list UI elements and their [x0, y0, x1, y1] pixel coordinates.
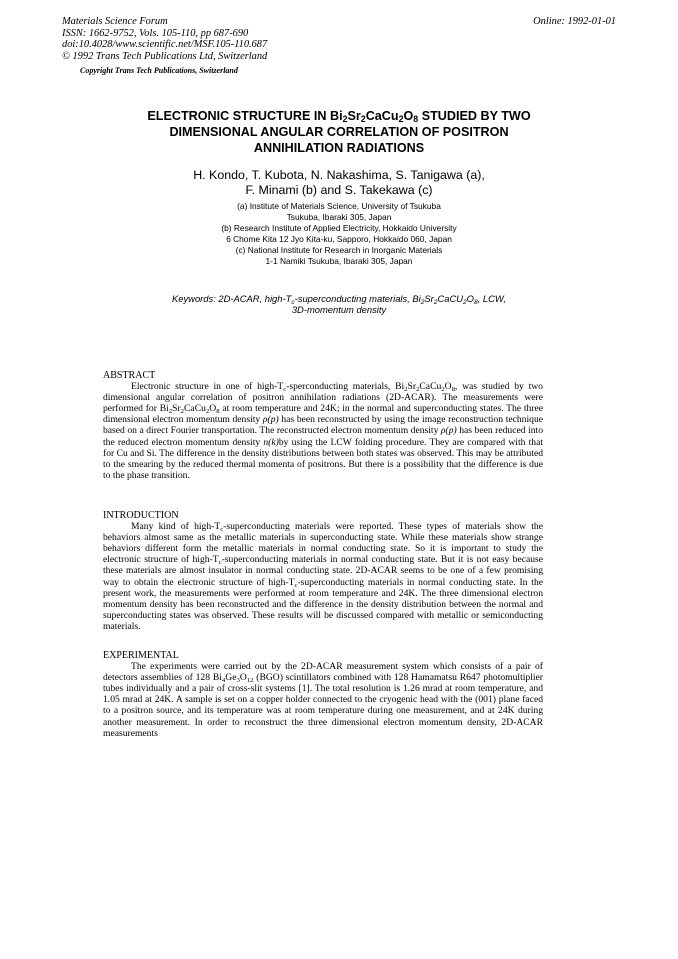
- affiliation-line: 6 Chome Kita 12 Jyo Kita-ku, Sapporo, Hokkaido 060, Japan: [226, 233, 452, 244]
- introduction-heading: INTRODUCTION: [103, 510, 179, 521]
- keywords-line-2: 3D-momentum density: [291, 304, 387, 315]
- abstract-text: Electronic structure in one of high-$T_c$-sperconducting materials, $Bi_2Sr_2CaCu_2O_8$, was studied by two dimensional angular correlation of positron annihilation radiations (2D-ACAR). The measurements were performed for $Bi_2Sr_2CaCu_2O_8$ at room temperature and 24K; in the normal and superconducting states. The three dimensional electron momentum density ρ(p) has been reconstructed by using the image reconstruction technique based on a direct Fourier transportation. The reconstructed electron momentum density ρ(p) has been reduced into the reduced electron momentum density n(k)by using the LCW folding procedure. They are compared with that for Cu and Si. The difference in the density distributions between both states was observed. This may be attributed to the smearing by the reduced thermal momenta of positrons. But there is a possibility that the difference is due to the phase transition.: [103, 381, 543, 481]
- experimental-text: The experiments were carried out by the 2D-ACAR measurement system which consists of a pair of detectors assemblies of 128 $Bi_4Ge_3O_{12}$ (BGO) scintillators combined with 128 Hamamatsu R647 photomultiplier tubes individually and a pair of cross-slit systems [1]. The total resolution is 1.26 mrad at room temperature, and 1.05 mrad at 24K. A sample is set on a copper holder connected to the cryogenic head with the (001) plane faced to a positron source, and its temperature was at room temperature during one measurement, and at 24K during another measurement. In order to reconstruct the three dimensional electron momentum density, 2D-ACAR measurements: [103, 661, 543, 739]
- affiliation-line: (c) National Institute for Research in Inorganic Materials: [235, 244, 443, 255]
- keywords-line-1: Keywords: 2D-ACAR, high-$T_c$-superconducting materials, $Bi_2Sr_2CaCU_2O_8$, LCW,: [172, 293, 506, 306]
- introduction-text: Many kind of high-$T_c$-superconducting materials were reported. These types of materials show the behaviors almost same as the metallic materials in superconducting state. While these materials show strange behaviors different form the metallic materials in normal conducting state. So it is important to study the electronic structure of high-$T_c$-superconducting materials in normal conducting state. But it is not easy because these materials are almost insulator in normal conducting state. 2D-ACAR seems to be one of a few promising way to obtain the electronic structure of high-$T_c$-superconducting materials in normal conducting state. In the present work, the measurements were performed at room temperature and 24K. The three dimensional electron momentum density has been reconstructed and the difference in the density distribution between the normal and superconducting states was observed. These results will be discussed compared with metallic or semiconducting materials.: [103, 521, 544, 632]
- author-list: [80, 168, 598, 198]
- title-line-2: DIMENSIONAL ANGULAR CORRELATION OF POSITRON: [169, 125, 509, 139]
- issn-line: ISSN: 1662-9752, Vols. 105-110, pp 687-690: [62, 27, 249, 39]
- experimental-heading: EXPERIMENTAL: [103, 650, 179, 661]
- online-date: Online: 1992-01-01: [533, 16, 616, 27]
- doi-line: doi:10.4028/www.scientific.net/MSF.105-110.687: [62, 39, 268, 51]
- copyright-small: Copyright Trans Tech Publications, Switzerland: [80, 66, 238, 75]
- affiliation-line: (b) Research Institute of Applied Electricity, Hokkaido University: [221, 222, 457, 233]
- authors-line-2: F. Minami (b) and S. Takekawa (c): [245, 183, 433, 197]
- copyright-line: © 1992 Trans Tech Publications Ltd, Switzerland: [62, 50, 268, 62]
- experimental-section: [103, 650, 543, 739]
- abstract-heading: ABSTRACT: [103, 370, 156, 381]
- paper-title: [80, 108, 598, 156]
- title-line-1: ELECTRONIC STRUCTURE IN $Bi_2Sr_2CaCu_2O_8$ STUDIED BY TWO: [147, 109, 531, 124]
- journal-header: [62, 16, 267, 62]
- abstract-section: [103, 370, 543, 481]
- title-line-3: ANNIHILATION RADIATIONS: [253, 141, 425, 155]
- affiliation-line: Tsukuba, Ibaraki 305, Japan: [286, 211, 392, 222]
- affiliation-line: (a) Institute of Materials Science, University of Tsukuba: [237, 201, 441, 211]
- keywords: [80, 293, 598, 315]
- affiliation-line: 1-1 Namiki Tsukuba, Ibaraki 305, Japan: [265, 255, 413, 266]
- authors-line-1: H. Kondo, T. Kubota, N. Nakashima, S. Tanigawa (a),: [193, 168, 485, 182]
- affiliations: [80, 201, 598, 266]
- journal-name: Materials Science Forum: [62, 16, 168, 27]
- introduction-section: [103, 510, 543, 632]
